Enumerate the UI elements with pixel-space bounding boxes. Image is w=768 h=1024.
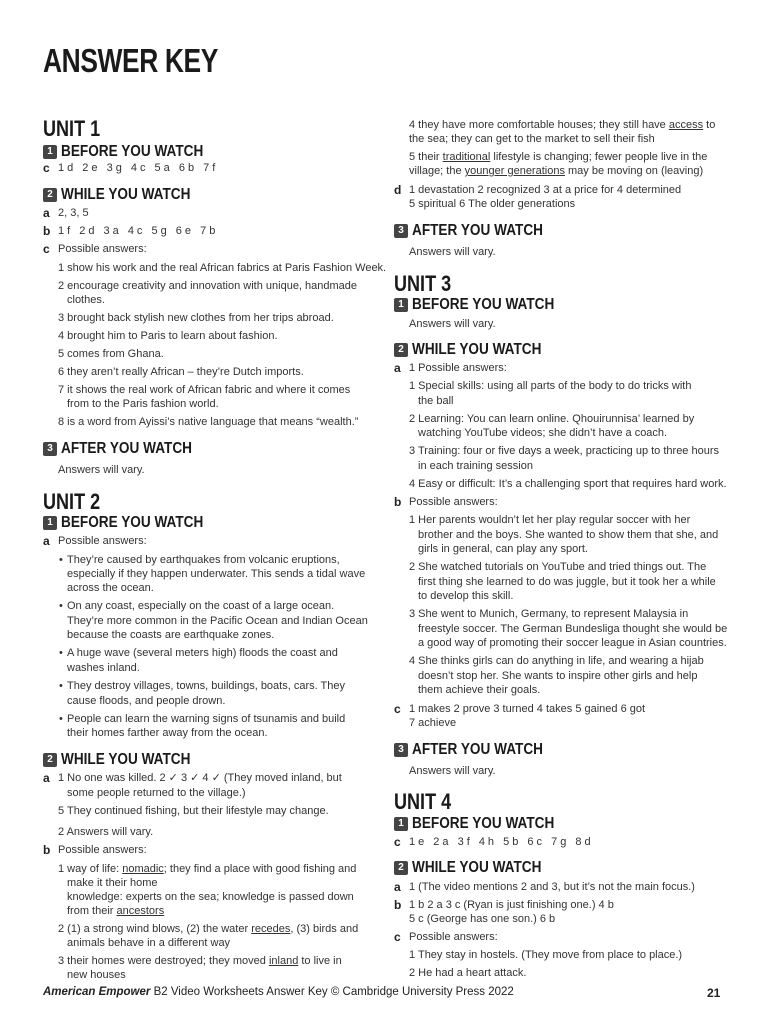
footer-credit: American Empower B2 Video Worksheets Answer Key © Cambridge University Press 2022	[43, 986, 514, 998]
answer-line: 5 comes from Ghana.	[58, 348, 164, 360]
answer-line: in each training session	[418, 460, 533, 472]
answer-line: Possible answers:	[58, 243, 147, 255]
item-letter: c	[43, 161, 50, 175]
answer-line: 2 He had a heart attack.	[409, 967, 527, 979]
answer-line: Answers will vary.	[409, 246, 496, 258]
answer-line: cause floods, and people drown.	[67, 695, 226, 707]
u1-while-heading	[43, 186, 213, 204]
unit-4-heading: UNIT 4	[394, 789, 452, 814]
answer-line: 3 She went to Munich, Germany, to represent Malaysia in	[409, 608, 689, 620]
answer-line: the ball	[418, 395, 454, 407]
item-letter: b	[43, 843, 51, 857]
u4-before-heading	[394, 815, 579, 833]
section-title: AFTER YOU WATCH	[412, 222, 543, 239]
answer-line: 1 Possible answers:	[409, 362, 507, 374]
answer-line: Possible answers:	[409, 496, 498, 508]
bullet-line: • On any coast, especially on the coast of a large ocean.	[67, 599, 334, 614]
unit-1-heading: UNIT 1	[43, 116, 101, 141]
answer-line: 3 their homes were destroyed; they moved inland to live in	[58, 955, 342, 967]
section-number-badge: 3	[394, 743, 408, 757]
answer-line: 1d 2e 3g 4c 5a 6b 7f	[58, 162, 219, 174]
answer-line: 4 brought him to Paris to learn about fashion.	[58, 330, 278, 342]
answer-line: 2 She watched tutorials on YouTube and tried things out. The	[409, 561, 707, 573]
answer-line: 1e 2a 3f 4h 5b 6c 7g 8d	[409, 836, 594, 848]
answer-line: 1 way of life: nomadic; they find a place with good fishing and	[58, 863, 357, 875]
answer-line: 7 it shows the real work of African fabric and where it comes	[58, 384, 351, 396]
item-letter: a	[43, 771, 50, 785]
section-title: AFTER YOU WATCH	[412, 741, 543, 758]
answer-line: them achieve their goals.	[418, 684, 541, 696]
bullet-line: • They destroy villages, towns, buildings, boats, cars. They	[67, 679, 345, 694]
answer-line: a good way of promoting their soccer league in Asian countries.	[418, 637, 727, 649]
section-number-badge: 3	[43, 442, 57, 456]
section-number-badge: 1	[43, 145, 57, 159]
u3-before-heading	[394, 296, 579, 314]
section-title: BEFORE YOU WATCH	[61, 143, 204, 160]
u3-while-heading	[394, 341, 564, 359]
u1-before-heading	[43, 143, 228, 161]
answer-line: first thing she learned to do was juggle, but it took her a while	[418, 576, 716, 588]
answer-line: 3 brought back stylish new clothes from her trips abroad.	[58, 312, 334, 324]
item-letter: a	[394, 880, 401, 894]
answer-line: 4 they have more comfortable houses; they still have access to	[409, 119, 716, 131]
answer-line: 4 Easy or difficult: It’s a challenging sport that requires hard work.	[409, 478, 727, 490]
answer-line: 1f 2d 3a 4c 5g 6e 7b	[58, 225, 219, 237]
answer-line: from their ancestors	[67, 905, 165, 917]
answer-line: some people returned to the village.)	[67, 787, 246, 799]
answer-line: 5 c (George has one son.) 6 b	[409, 913, 556, 925]
answer-line: Possible answers:	[58, 535, 147, 547]
item-letter: b	[394, 898, 402, 912]
answer-line: 1 They stay in hostels. (They move from place to place.)	[409, 949, 683, 961]
u4-while-heading	[394, 859, 564, 877]
u1-after-heading	[43, 440, 215, 458]
answer-line: to develop this skill.	[418, 590, 514, 602]
answer-line: 1 Her parents wouldn’t let her play regular soccer with her	[409, 514, 691, 526]
section-number-badge: 1	[43, 516, 57, 530]
section-number-badge: 2	[394, 343, 408, 357]
section-title: WHILE YOU WATCH	[61, 751, 191, 768]
answer-line: their homes farther away from the ocean.	[67, 727, 268, 739]
answer-line: village; the younger generations may be moving on (leaving)	[409, 165, 704, 177]
answer-line: especially if they happen underwater. This sends a tidal wave	[67, 568, 366, 580]
item-letter: c	[43, 242, 50, 256]
section-number-badge: 2	[43, 188, 57, 202]
answer-line: 8 is a word from Ayissi’s native language that means “wealth.”	[58, 416, 359, 428]
answer-line: 2, 3, 5	[58, 207, 89, 219]
answer-line: doesn’t stop her. She wants to inspire other girls and help	[418, 670, 698, 682]
item-letter: b	[394, 495, 402, 509]
answer-line: 3 Training: four or five days a week, practicing up to three hours	[409, 445, 719, 457]
answer-line: They’re more common in the Pacific Ocean and Indian Ocean	[67, 615, 368, 627]
section-title: BEFORE YOU WATCH	[412, 815, 555, 832]
answer-line: across the ocean.	[67, 582, 154, 594]
answer-line: Possible answers:	[58, 844, 147, 856]
answer-line: knowledge: experts on the sea; knowledge is passed down	[67, 891, 354, 903]
answer-line: 5 They continued fishing, but their lifestyle may change.	[58, 805, 329, 817]
u2-after-heading	[394, 222, 566, 240]
answer-line: 1 (The video mentions 2 and 3, but it’s not the main focus.)	[409, 881, 695, 893]
answer-line: 2 Learning: You can learn online. Qhouirunnisa’ learned by	[409, 413, 695, 425]
item-letter: c	[394, 702, 401, 716]
item-letter: d	[394, 183, 402, 197]
page-title: ANSWER KEY	[43, 42, 218, 79]
answer-line: 4 She thinks girls can do anything in life, and wearing a hijab	[409, 655, 704, 667]
section-title: AFTER YOU WATCH	[61, 440, 192, 457]
unit-3-heading: UNIT 3	[394, 271, 452, 296]
item-letter: c	[394, 930, 401, 944]
answer-line: new houses	[67, 969, 126, 981]
answer-line: Possible answers:	[409, 931, 498, 943]
bullet-line: • People can learn the warning signs of tsunamis and build	[67, 712, 345, 727]
answer-line: make it their home	[67, 877, 158, 889]
u2-while-heading	[43, 751, 213, 769]
answer-line: 2 (1) a strong wind blows, (2) the water recedes, (3) birds and	[58, 923, 359, 935]
answer-line: 1 show his work and the real African fabrics at Paris Fashion Week.	[58, 262, 387, 274]
section-title: BEFORE YOU WATCH	[61, 514, 204, 531]
answer-line: freestyle soccer. The German Bundesliga thought she would be	[418, 623, 728, 635]
answer-line: Answers will vary.	[409, 765, 496, 777]
answer-line: 1 b 2 a 3 c (Ryan is just finishing one.) 4 b	[409, 899, 614, 911]
answer-line: the sea; they can get to the market to sell their fish	[409, 133, 655, 145]
answer-line: 7 achieve	[409, 717, 457, 729]
item-letter: a	[394, 361, 401, 375]
section-title: BEFORE YOU WATCH	[412, 296, 555, 313]
answer-line: 2 encourage creativity and innovation with unique, handmade	[58, 280, 358, 292]
answer-line: from to the Paris fashion world.	[67, 398, 219, 410]
answer-line: washes inland.	[67, 662, 140, 674]
section-number-badge: 1	[394, 817, 408, 831]
answer-line: 5 spiritual 6 The older generations	[409, 198, 576, 210]
u2-before-heading	[43, 514, 228, 532]
u3-after-heading	[394, 741, 566, 759]
answer-line: animals behave in a different way	[67, 937, 231, 949]
bullet-line: • A huge wave (several meters high) floods the coast and	[67, 646, 338, 661]
answer-line: watching YouTube videos; she didn’t have a coach.	[418, 427, 668, 439]
section-number-badge: 1	[394, 298, 408, 312]
section-number-badge: 2	[43, 753, 57, 767]
section-number-badge: 3	[394, 224, 408, 238]
answer-line: 1 Special skills: using all parts of the body to do tricks with	[409, 380, 692, 392]
answer-line: Answers will vary.	[409, 318, 496, 330]
answer-line: 1 devastation 2 recognized 3 at a price for 4 determined	[409, 184, 682, 196]
answer-line: because the coasts are earthquake zones.	[67, 629, 275, 641]
section-title: WHILE YOU WATCH	[61, 186, 191, 203]
answer-line: clothes.	[67, 294, 105, 306]
answer-line: 6 they aren’t really African – they’re Dutch imports.	[58, 366, 304, 378]
answer-line: 5 their traditional lifestyle is changing; fewer people live in the	[409, 151, 708, 163]
unit-2-heading: UNIT 2	[43, 489, 101, 514]
section-number-badge: 2	[394, 861, 408, 875]
answer-line: brother and the boys. She wanted to show them that she, and	[418, 529, 719, 541]
item-letter: a	[43, 206, 50, 220]
item-letter: a	[43, 534, 50, 548]
section-title: WHILE YOU WATCH	[412, 341, 542, 358]
answer-line: 1 makes 2 prove 3 turned 4 takes 5 gained 6 got	[409, 703, 646, 715]
item-letter: b	[43, 224, 51, 238]
answer-line: Answers will vary.	[58, 464, 145, 476]
answer-line: 1 No one was killed. 2 ✓ 3 ✓ 4 ✓ (They moved inland, but	[58, 772, 342, 784]
page-number: 21	[707, 986, 721, 1000]
answer-line: girls in general, can play any sport.	[418, 543, 588, 555]
answer-line: 2 Answers will vary.	[58, 826, 154, 838]
item-letter: c	[394, 835, 401, 849]
bullet-line: • They’re caused by earthquakes from volcanic eruptions,	[67, 553, 340, 568]
section-title: WHILE YOU WATCH	[412, 859, 542, 876]
